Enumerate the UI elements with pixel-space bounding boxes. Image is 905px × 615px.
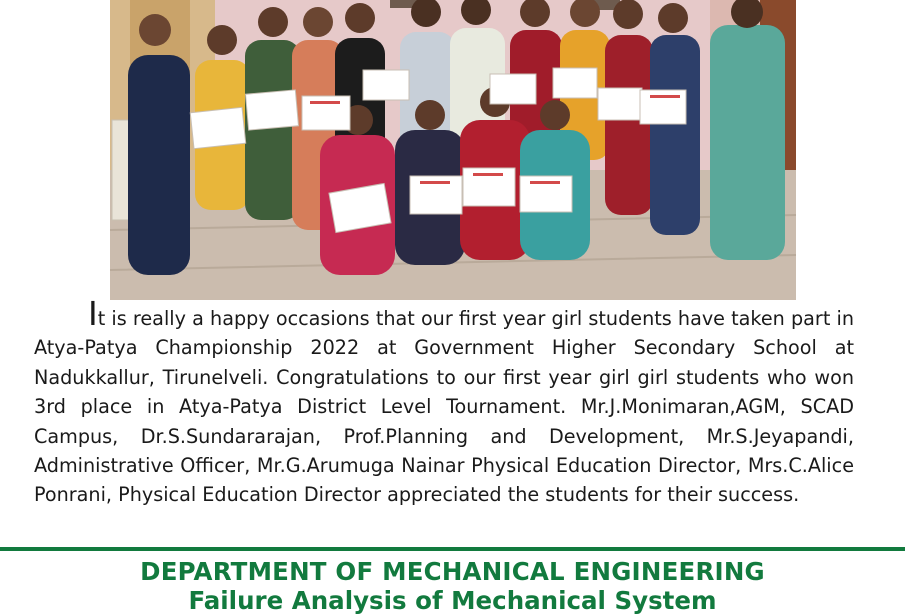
article-paragraph [34,294,854,510]
group-photo [110,0,796,300]
department-heading: DEPARTMENT OF MECHANICAL ENGINEERING [140,557,765,586]
group-photo-illustration [110,0,796,300]
section-divider [0,547,905,551]
drop-cap: I [88,294,98,333]
article-body: t is really a happy occasions that our first year girl students have taken part in Atya-Patya Championship 2022 at Government Higher Secondary School at Nadukkallur, Tirunelveli. Congratulations to our first year girl girl students who won 3rd place in Atya-Patya District Level Tournament. Mr.J.Monimaran,AGM, SCAD Campus, Dr.S.Sundararajan, Prof.Planning and Development, Mr.S.Jeyapandi, Administrative Officer, Mr.G.Arumuga Nainar Physical Education Director, Mrs.C.Alice Ponrani, Physical Education Director appreciated the students for their success. [34,307,854,507]
section-subtitle: Failure Analysis of Mechanical System [188,586,717,615]
